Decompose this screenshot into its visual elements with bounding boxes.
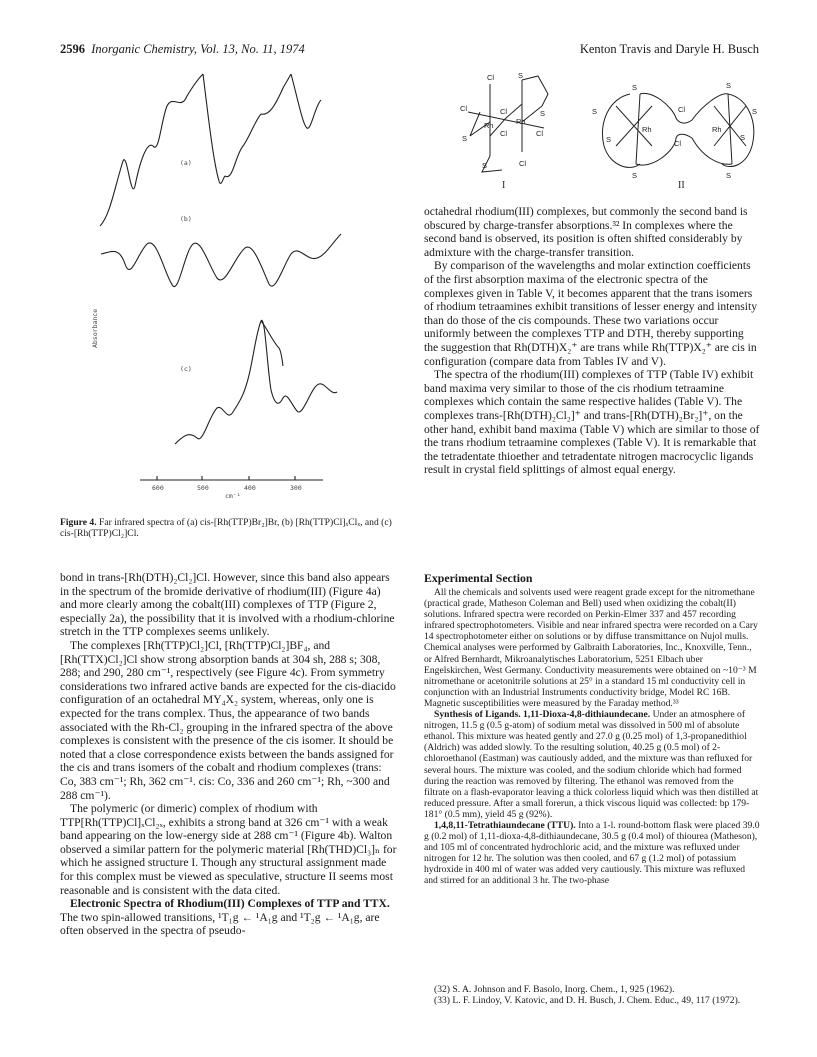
structure-I-bonds [468,76,548,172]
struct-I-rh-right: Rh [516,117,526,126]
struct-II-rh-right: Rh [712,125,722,134]
struct-II-s-l: S [592,107,598,116]
struct-II-s-tr: S [726,81,732,90]
struct-II-rh-left: Rh [642,125,652,134]
reference-32: (32) S. A. Johnson and F. Basolo, Inorg. Chem., 1, 925 (1962). [434,984,675,995]
paragraph [424,820,760,887]
running-header-left [60,42,305,57]
right-column-discussion [424,205,760,477]
run-in-head: 1,4,8,11-Tetrathiaundecane (TTU). [434,819,576,831]
experimental-heading: Experimental Section [424,571,533,585]
struct-I-cl-mid: Cl [500,107,508,116]
struct-II-s-bl: S [632,171,638,180]
structure-II-label: II [678,180,685,191]
spectrum-b-trace [101,234,341,287]
footnote-references [424,984,760,1006]
spectrum-c-trace [175,320,337,444]
paragraph [424,709,760,820]
tick-300: 300 [290,484,302,492]
struct-I-cl-top: Cl [487,73,495,82]
struct-I-s-bottom: S [482,161,488,170]
tick-500: 500 [197,484,209,492]
paragraph: The complexes [Rh(TTP)Cl₂]Cl, [Rh(TTP)Cl₂]BF₄, and [Rh(TTX)Cl₂]Cl show strong absorption bands at 304 sh, 288 s; 308, 288; and 290, 280 cm⁻¹, respectively (see Figure 4c). From symmetry considerations two infrared active bands are expected for the cis-diacido configuration of an octahedral MY₄X₂ system, whereas, only one is expected for the trans complex. Thus, the appearance of two bands associated with the Rh-Cl₂ grouping in the infrared spectra of the above complexes is consistent with the presence of the cis isomer. It should be noted that a close correspondence exists between the bands assigned for the cis and trans isomers of the cobalt and rhodium complexes (trans: Co, 383 cm⁻¹; Rh, 362 cm⁻¹. cis: Co, 336 and 260 cm⁻¹; Rh, ~300 and 288 cm⁻¹). [60,638,396,802]
run-in-head: Synthesis of Ligands. 1,11-Dioxa-4,8-dithiaundecane. [434,709,651,721]
struct-I-s-right: S [540,109,546,118]
struct-II-s-tl: S [632,83,638,92]
experimental-body [424,587,760,887]
paragraph: The spectra of the rhodium(III) complexes of TTP (Table IV) exhibit band maxima very similar to those of the cis rhodium tetraamine complexes which contain the same respective halides (Table V). The complexes trans-[Rh(DTH)₂Cl₂]⁺ and trans-[Rh(DTH)₂Br₂]⁺, on the other hand, exhibit band maxima (Table V) which are similar to those of the trans rhodium tetraamine complexes (Table V). It is remarkable that the tetradentate thioether and tetradentate nitrogen macrocyclic ligands result in crystal field splittings of almost equal energy. [424,368,760,477]
paragraph: octahedral rhodium(III) complexes, but commonly the second band is obscured by charge-transfer absorptions.³² In complexes where the second band is observed, its position is often shifted considerably by admixture with the charge-transfer transition. [424,205,748,259]
paragraph-text: Into a 1-l. round-bottom flask were placed 39.0 g (0.2 mol) of 1,11-dioxa-4,8-dithiaundecane, 30.5 g (0.4 mol) of thiourea (Matheson), and 105 ml of concentrated hydrochloric acid, and the mixture was refluxed under nitrogen for 12 hr. The solution was then cooled, and 67 g (1.2 mol) of potassium hydroxide in 400 ml of water was added very cautiously. This mixture was refluxed and stirred for an additional 3 hr. The two-phase [424,819,760,887]
spectrum-a-tail [291,74,321,128]
struct-II-cl-bottom: Cl [674,139,682,148]
page-number: 2596 [60,42,85,56]
journal-citation: Inorganic Chemistry, Vol. 13, No. 11, 1974 [91,42,305,56]
paragraph-text: Under an atmosphere of nitrogen, 11.5 g (0.5 g-atom) of sodium metal was dissolved in 500 ml of absolute ethanol. This mixture was heated gently and 27.0 g (0.25 mol) of 1,3-propanedithiol (Aldrich) was added slowly. To the resulting solution, 40.25 g (0.5 mol) of 2-chloroethanol (Eastman) was cautiously added, and the mixture was than refluxed for several hours. The mixture was cooled, and the sodium chloride which had formed during the reaction was removed by filtering. The ethanol was removed from the filtrate on a flash-evaporator leaving a thick colorless liquid which was then distilled at reduced pressure. After a small forerun, a thick viscous liquid was collected: bp 179-181° (0.5 mm), yield 45 g (92%). [424,709,759,820]
paragraph [60,897,398,938]
paragraph: By comparison of the wavelengths and molar extinction coefficients of the first absorption maxima of the electronic spectra of the complexes given in Table V, it becomes apparent that the trans isomers of rhodium tetraamines exhibit transitions of lesser energy and intensity than do those of the cis compounds. These two variations occur uniformly between the complexes TTP and DTH, thereby supporting the suggestion that Rh(DTH)X₂⁺ are trans while Rh(TTP)X₂⁺ are cis in configuration (compare data from Tables IV and V). [424,259,758,368]
paragraph-text: The two spin-allowed transitions, ¹T₁g ← ¹A₁g and ¹T₂g ← ¹A₁g, are often observed in the spectra of pseudo- [60,910,380,938]
struct-I-cl-mid2: Cl [500,129,508,138]
paragraph: bond in trans-[Rh(DTH)₂Cl₂]Cl. However, since this band also appears in the spectrum of the bromide derivative of rhodium(III) (Figure 4a) and more clearly among the cobalt(III) complexes of TTP (Figure 2, especially 2a), the possibility that it is involved with a rhodium-chlorine stretch in the TTP complexes seems unlikely. [60,571,395,639]
figure-4-spectra [85,66,357,511]
struct-II-s-br: S [726,171,732,180]
label-b: (b) [180,215,192,223]
tick-400: 400 [244,484,256,492]
struct-I-s-left: S [462,134,468,143]
label-a: (a) [180,159,192,167]
running-header-authors: Kenton Travis and Daryle H. Busch [579,42,759,56]
left-column-body [60,571,398,938]
tick-600: 600 [152,484,164,492]
figure-4-caption [60,517,395,539]
paragraph: The polymeric (or dimeric) complex of rhodium with TTP[Rh(TTP)Cl]ₓCl₂ₓ, exhibits a strong band at 326 cm⁻¹ with a weak band appearing on the low-energy side at 288 cm⁻¹ (Figure 4b). Walton observed a similar pattern for the polymeric material [Rh(THD)Cl₃]ₙ for which he assigned structure I. Though any structural assignment made for this complex must be viewed as speculative, structure II seems most reasonable and is consistent with the data cited. [60,802,397,897]
struct-I-cl-bottom: Cl [519,159,527,168]
reference-33: (33) L. F. Lindoy, V. Katovic, and D. H. Busch, J. Chem. Educ., 49, 117 (1972). [434,995,741,1006]
struct-I-s-top: S [518,71,524,80]
caption-lead: Figure 4. [60,517,97,528]
struct-I-cl-right: Cl [536,129,544,138]
struct-II-cl-top: Cl [678,105,686,114]
caption-text: Far infrared spectra of (a) cis-[Rh(TTP)Br₂]Br, (b) [Rh(TTP)Cl]ₓClₓ, and (c) cis-[Rh(TTP)Cl₂]Cl. [60,517,392,539]
structures-I-II [440,66,760,191]
structure-I-label: I [502,180,506,191]
struct-II-s-mr: S [740,133,746,142]
label-c: (c) [180,365,192,373]
section-run-in-head: Electronic Spectra of Rhodium(III) Complexes of TTP and TTX. [70,897,390,911]
struct-I-rh-left: Rh [484,121,494,130]
struct-II-s-r: S [752,107,758,116]
struct-II-s-ml: S [606,135,612,144]
x-axis-unit: cm⁻¹ [225,492,241,500]
struct-I-cl-left: Cl [460,104,468,113]
spectrum-a-trace [100,74,203,226]
paragraph: All the chemicals and solvents used were reagent grade except for the nitromethane (practical grade, Matheson Coleman and Bell) used when oxidizing the cobalt(II) solutions. Infrared spectra were recorded on Perkin-Elmer 337 and 457 recording infrared spectrophotometers. Visible and near infrared spectra were recorded on a Cary 14 spectrophotometer either on solutions or by diffuse transmittance on Nujol mulls. Chemical analyses were performed by Galbraith Laboratories, Inc., Knoxville, Tenn., or Alfred Bernhardt, Mikroanalytisches Laboratorium, 5251 Elbach uber Engelskirchen, West Germany. Conductivity measurements were obtained on ~10⁻³ M nitromethane or acetonitrile solutions at 25° in a standard 15 ml conductivity cell in conjunction with an Industrial Instruments conductivity bridge, Model RC 16B. Magnetic susceptibilities were measured by the Faraday method.³³ [424,587,758,709]
y-axis-label: Absorbance [91,308,99,348]
